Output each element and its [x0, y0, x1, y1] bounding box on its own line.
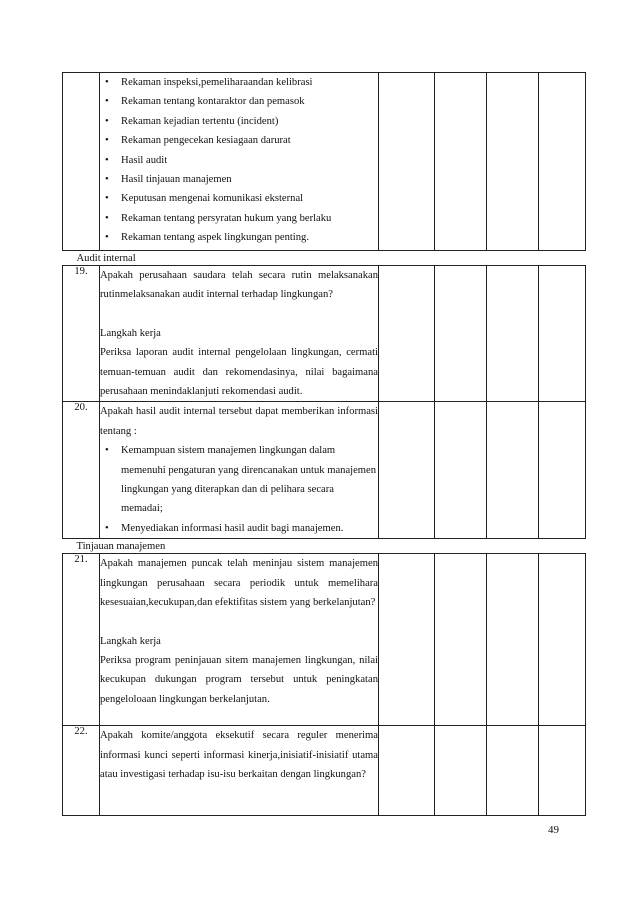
table-row: [63, 726, 586, 816]
page-number: 49: [548, 824, 559, 836]
question-text: Apakah manajemen puncak telah meninjau sistem manajemen lingkungan perusahaan secara periodik untuk memelihara kesesuaian,kecukupan,dan efektifitas sistem yang berkelanjutan?: [100, 558, 378, 609]
table-row: [63, 73, 586, 251]
answer-cell: [379, 266, 435, 402]
bullet-icon: •: [105, 445, 109, 457]
row-number: 22.: [63, 726, 100, 816]
steps-text: Periksa program peninjauan sitem manajemen lingkungan, nilai kecukupan dukungan program tersebut untuk peningkatan pengeloloaan lingkungan berkelanjutan.: [100, 654, 378, 705]
list-item-text: Rekaman tentang aspek lingkungan penting.: [121, 232, 309, 244]
list-item-text: Menyediakan informasi hasil audit bagi manajemen.: [121, 522, 344, 534]
answer-cell: [539, 402, 586, 539]
row-description-cell: [100, 73, 379, 251]
row-number: 21.: [63, 554, 100, 726]
list-item: [100, 189, 378, 208]
bullet-icon: •: [105, 96, 109, 108]
row-number-cell: [63, 73, 100, 251]
section-header-row: [63, 251, 586, 266]
bullet-icon: •: [105, 77, 109, 88]
answer-cell: [435, 554, 487, 726]
list-item: [100, 519, 378, 538]
bullet-icon: •: [105, 135, 109, 147]
list-item: [100, 209, 378, 228]
row-number: 19.: [63, 266, 100, 402]
list-item-text: Hasil tinjauan manajemen: [121, 174, 232, 186]
steps-text: Periksa laporan audit internal pengelolaan lingkungan, cermati temuan-temuan audit dan rekomendasinya, nilai bagaimana perusahaan menindaklanjuti rekomendasi audit.: [100, 347, 378, 398]
answer-cell: [487, 402, 539, 539]
answer-cell: [435, 726, 487, 816]
answer-cell: [487, 73, 539, 251]
row-description-cell: [100, 554, 379, 726]
table-row: [63, 554, 586, 726]
table-row: [63, 402, 586, 539]
bullet-icon: •: [105, 212, 109, 224]
answer-cell: [435, 402, 487, 539]
list-item: [100, 228, 378, 247]
bullet-icon: •: [105, 522, 109, 534]
row-number: 20.: [63, 402, 100, 539]
bullet-icon: •: [105, 154, 109, 166]
bullet-icon: •: [105, 193, 109, 205]
audit-checklist-table: [62, 72, 586, 816]
list-item: [100, 73, 378, 92]
answer-cell: [379, 402, 435, 539]
info-list: [100, 441, 378, 538]
answer-cell: [539, 554, 586, 726]
list-item: [100, 441, 378, 519]
list-item-text: Rekaman tentang persyratan hukum yang berlaku: [121, 212, 332, 224]
answer-cell: [487, 554, 539, 726]
row-description-cell: [100, 402, 379, 539]
list-item-text: Keputusan mengenai komunikasi eksternal: [121, 193, 304, 205]
bullet-icon: •: [105, 174, 109, 186]
steps-label: Langkah kerja: [100, 327, 161, 339]
steps-label: Langkah kerja: [100, 635, 161, 647]
table-row: [63, 266, 586, 402]
list-item: [100, 131, 378, 150]
answer-cell: [539, 73, 586, 251]
list-item-text: Rekaman tentang kontaraktor dan pemasok: [121, 96, 305, 108]
list-item: [100, 170, 378, 189]
row-description-cell: [100, 266, 379, 402]
question-text: Apakah perusahaan saudara telah secara rutin melaksanakan rutinmelaksanakan audit internal terhadap lingkungan?: [100, 270, 378, 301]
question-text: Apakah komite/anggota eksekutif secara reguler menerima informasi kunci seperti informasi kinerja,inisiatif-inisiatif utama atau investigasi terhadap isu-isu berkaitan dengan lingkungan?: [100, 730, 378, 781]
answer-cell: [435, 73, 487, 251]
list-item-text: Rekaman kejadian tertentu (incident): [121, 115, 279, 127]
row-description-cell: [100, 726, 379, 816]
answer-cell: [435, 266, 487, 402]
answer-cell: [379, 554, 435, 726]
answer-cell: [539, 266, 586, 402]
list-item: [100, 112, 378, 131]
record-list: [100, 73, 378, 248]
bullet-icon: •: [105, 115, 109, 127]
bullet-icon: •: [105, 232, 109, 244]
answer-cell: [487, 266, 539, 402]
section-title-tinjauan: Tinjauan manajemen: [63, 539, 586, 554]
section-title-audit: Audit internal: [63, 251, 586, 266]
list-item-text: Kemampuan sistem manajemen lingkungan dalam memenuhi pengaturan yang direncanakan untuk manajemen lingkungan yang diterapkan dan di pelihara secara memadai;: [121, 445, 377, 515]
question-text: Apakah hasil audit internal tersebut dapat memberikan informasi tentang :: [100, 406, 378, 437]
list-item: [100, 92, 378, 111]
list-item: [100, 151, 378, 170]
list-item-text: Rekaman inspeksi,pemeliharaandan kelibrasi: [121, 77, 313, 88]
list-item-text: Rekaman pengecekan kesiagaan darurat: [121, 135, 291, 147]
list-item-text: Hasil audit: [121, 154, 168, 166]
section-header-row: [63, 539, 586, 554]
answer-cell: [487, 726, 539, 816]
answer-cell: [379, 726, 435, 816]
answer-cell: [539, 726, 586, 816]
answer-cell: [379, 73, 435, 251]
